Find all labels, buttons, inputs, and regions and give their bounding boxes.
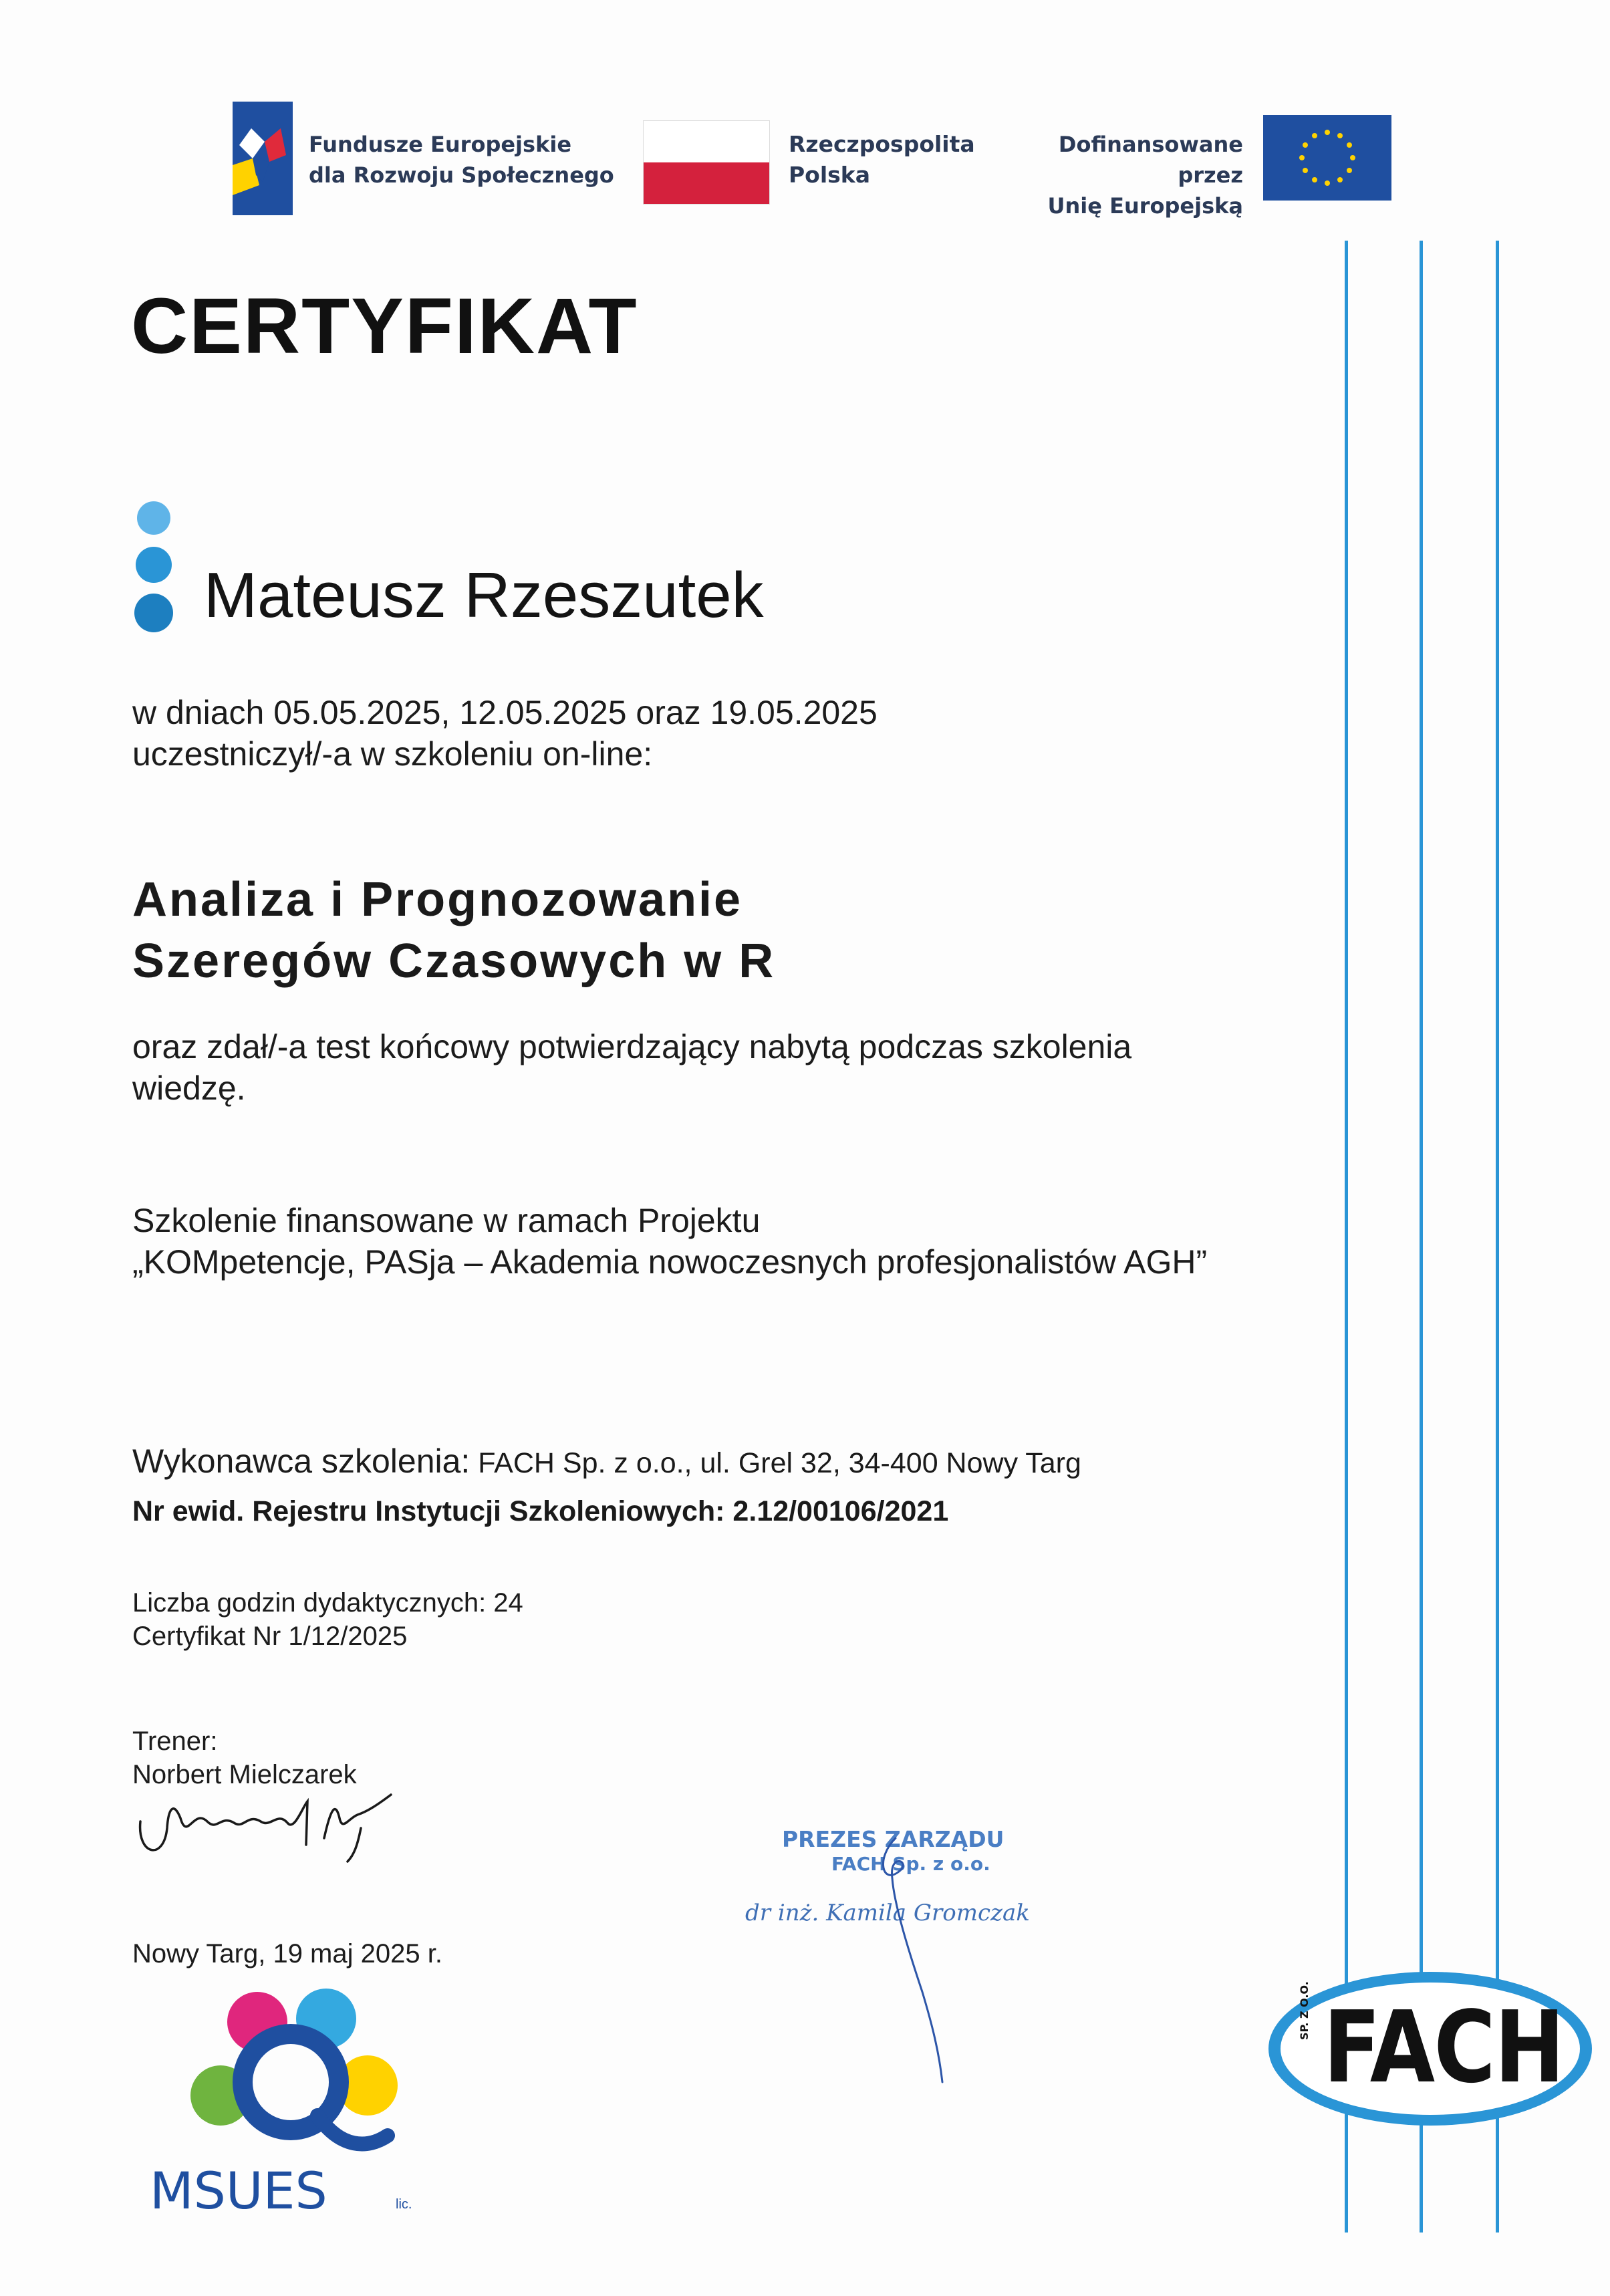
poland-flag bbox=[643, 120, 770, 205]
eu-line1: Dofinansowane przez bbox=[1058, 132, 1243, 188]
dates-line: w dniach 05.05.2025, 12.05.2025 oraz 19.05.2025 bbox=[132, 694, 878, 731]
stamp-line1: PREZES ZARZĄDU bbox=[782, 1826, 1004, 1852]
decor-dot-2 bbox=[136, 547, 172, 583]
rp-line2: Polska bbox=[789, 162, 871, 188]
president-signature bbox=[849, 1818, 982, 2085]
project-line2: „KOMpetencje, PASja – Akademia nowoczesnych profesjonalistów AGH” bbox=[132, 1243, 1208, 1281]
decor-dot-1 bbox=[137, 501, 170, 535]
msues-q-icon bbox=[147, 1982, 441, 2169]
trainer-label: Trener: bbox=[132, 1727, 218, 1756]
trainer-signature bbox=[127, 1781, 408, 1868]
course-title-line2: Szeregów Czasowych w R bbox=[132, 934, 776, 988]
fe-logo-icon bbox=[233, 102, 293, 215]
certificate-title: CERTYFIKAT bbox=[131, 282, 638, 370]
certificate-number: Certyfikat Nr 1/12/2025 bbox=[132, 1622, 408, 1651]
eu-stars-icon bbox=[1263, 115, 1391, 201]
msues-logo bbox=[147, 1982, 441, 2222]
stamp-name: dr inż. Kamila Gromczak bbox=[745, 1900, 1030, 1926]
eu-line2: Unię Europejską bbox=[1047, 193, 1243, 219]
decor-line-3 bbox=[1496, 241, 1499, 2233]
test-line2: wiedzę. bbox=[132, 1069, 246, 1107]
decor-line-2 bbox=[1420, 241, 1423, 2233]
msues-lic: lic. bbox=[396, 2197, 412, 2212]
project-line1: Szkolenie finansowane w ramach Projektu bbox=[132, 1202, 761, 1239]
stamp-line2: FACH Sp. z o.o. bbox=[831, 1853, 990, 1875]
fe-line1: Fundusze Europejskie bbox=[309, 132, 572, 157]
participation-line: uczestniczył/-a w szkoleniu on-line: bbox=[132, 735, 653, 773]
eu-flag bbox=[1263, 115, 1391, 201]
fach-logo bbox=[1263, 1965, 1597, 2132]
fe-line2: dla Rozwoju Społecznego bbox=[309, 162, 614, 188]
fach-text: FACH bbox=[1323, 1990, 1564, 2105]
course-title-line1: Analiza i Prognozowanie bbox=[132, 873, 743, 926]
fe-logo bbox=[233, 102, 293, 215]
fach-sub: SP. Z O.O. bbox=[1298, 1981, 1311, 2040]
contractor-label: Wykonawca szkolenia: bbox=[132, 1442, 471, 1480]
registry-line: Nr ewid. Rejestru Instytucji Szkoleniowych: 2.12/00106/2021 bbox=[132, 1495, 949, 1527]
decor-dot-3 bbox=[134, 594, 173, 632]
contractor-value: FACH Sp. z o.o., ul. Grel 32, 34-400 Nowy Targ bbox=[470, 1447, 1081, 1479]
test-line1: oraz zdał/-a test końcowy potwierdzający nabytą podczas szkolenia bbox=[132, 1028, 1132, 1065]
msues-text: MSUES bbox=[150, 2161, 327, 2220]
place-date: Nowy Targ, 19 maj 2025 r. bbox=[132, 1939, 442, 1968]
participant-name: Mateusz Rzeszutek bbox=[204, 559, 764, 631]
rp-line1: Rzeczpospolita bbox=[789, 131, 975, 157]
trainer-name: Norbert Mielczarek bbox=[132, 1760, 357, 1789]
hours-line: Liczba godzin dydaktycznych: 24 bbox=[132, 1588, 523, 1618]
